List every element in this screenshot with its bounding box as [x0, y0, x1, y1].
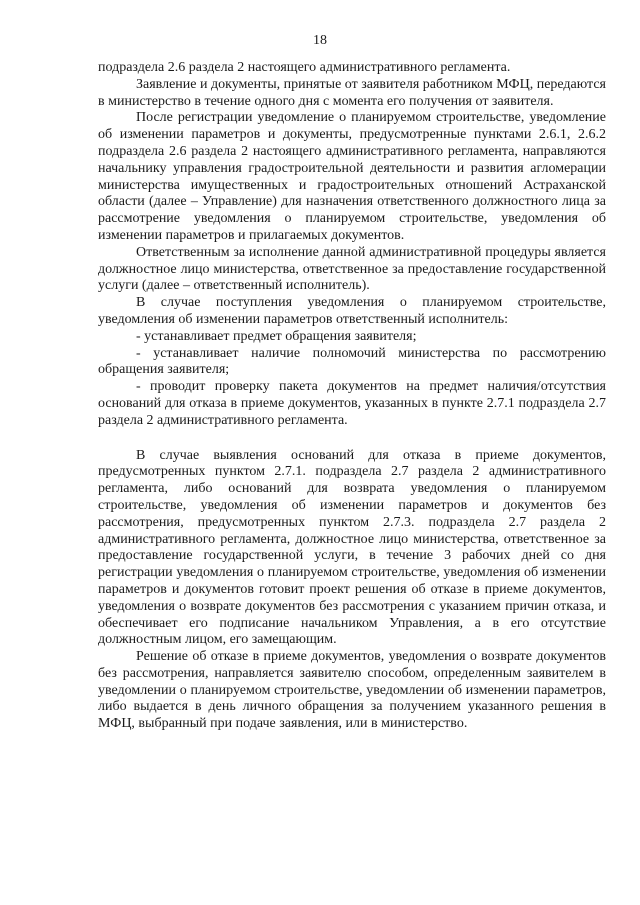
- paragraph-5: В случае поступления уведомления о планируемом строительстве, уведомления об изменении параметров ответственный исполнитель:: [98, 295, 606, 327]
- paragraph-3: После регистрации уведомление о планируемом строительстве, уведомление об изменении параметров и документы, предусмотренные пунктами 2.6.1, 2.6.2 подраздела 2.6 раздела 2 настоящего административного регламента, направляются начальнику управления градостроительной деятельности и развития агломерации министерства имущественных и градостроительных отношений Астраханской области (далее – Управление) для назначения ответственного должностного лица за рассмотрение уведомления о планируемом строительстве, уведомления об изменении параметров и прилагаемых документов.: [98, 110, 606, 243]
- list-item-2: - устанавливает наличие полномочий министерства по рассмотрению обращения заявителя;: [98, 345, 606, 378]
- paragraph-2: Заявление и документы, принятые от заявителя работником МФЦ, передаются в министерство в течение одного дня с момента его получения от заявителя.: [98, 76, 606, 109]
- paragraph-gap: [98, 430, 606, 448]
- document-body: [98, 60, 606, 733]
- paragraph-4: Ответственным за исполнение данной административной процедуры является должностное лицо министерства, ответственное за предоставление государственной услуги (далее – ответственный исполнитель).: [98, 244, 606, 294]
- list-item-1: - устанавливает предмет обращения заявителя;: [136, 328, 417, 344]
- paragraph-7: Решение об отказе в приеме документов, уведомления о возврате документов без рассмотрения, направляется заявителю способом, определенным заявителем в уведомлении о планируемом строительстве, уведомлении об изменении параметров, либо выдается в день личного обращения за получением указанного решения в МФЦ, выбранный при подаче заявления, или в министерство.: [98, 649, 606, 732]
- page-number: 18: [313, 33, 327, 48]
- list-item-3: - проводит проверку пакета документов на предмет наличия/отсутствия оснований для отказа в приеме документов, указанных в пункте 2.7.1 подраздела 2.7 раздела 2 административного регламента.: [98, 379, 606, 428]
- paragraph-1: подраздела 2.6 раздела 2 настоящего административного регламента.: [98, 60, 511, 75]
- paragraph-6: В случае выявления оснований для отказа в приеме документов, предусмотренных пунктом 2.7.1. подраздела 2.7 раздела 2 административного регламента, либо оснований для возврата уведомления о планируемом строительстве, уведомления об изменении параметров и документов без рассмотрения, предусмотренных пунктом 2.7.3. подраздела 2.7 раздела 2 административного регламента, должностное лицо министерства, ответственное за предоставление государственной услуги, в течение 3 рабочих дней со дня регистрации уведомления о планируемом строительстве, уведомления об изменении параметров и документов готовит проект решения об отказе в приеме документов, уведомления о возврате документов без рассмотрения с указанием причин отказа, и обеспечивает его подписание начальником Управления, а в его отсутствие должностным лицом, его замещающим.: [98, 447, 606, 648]
